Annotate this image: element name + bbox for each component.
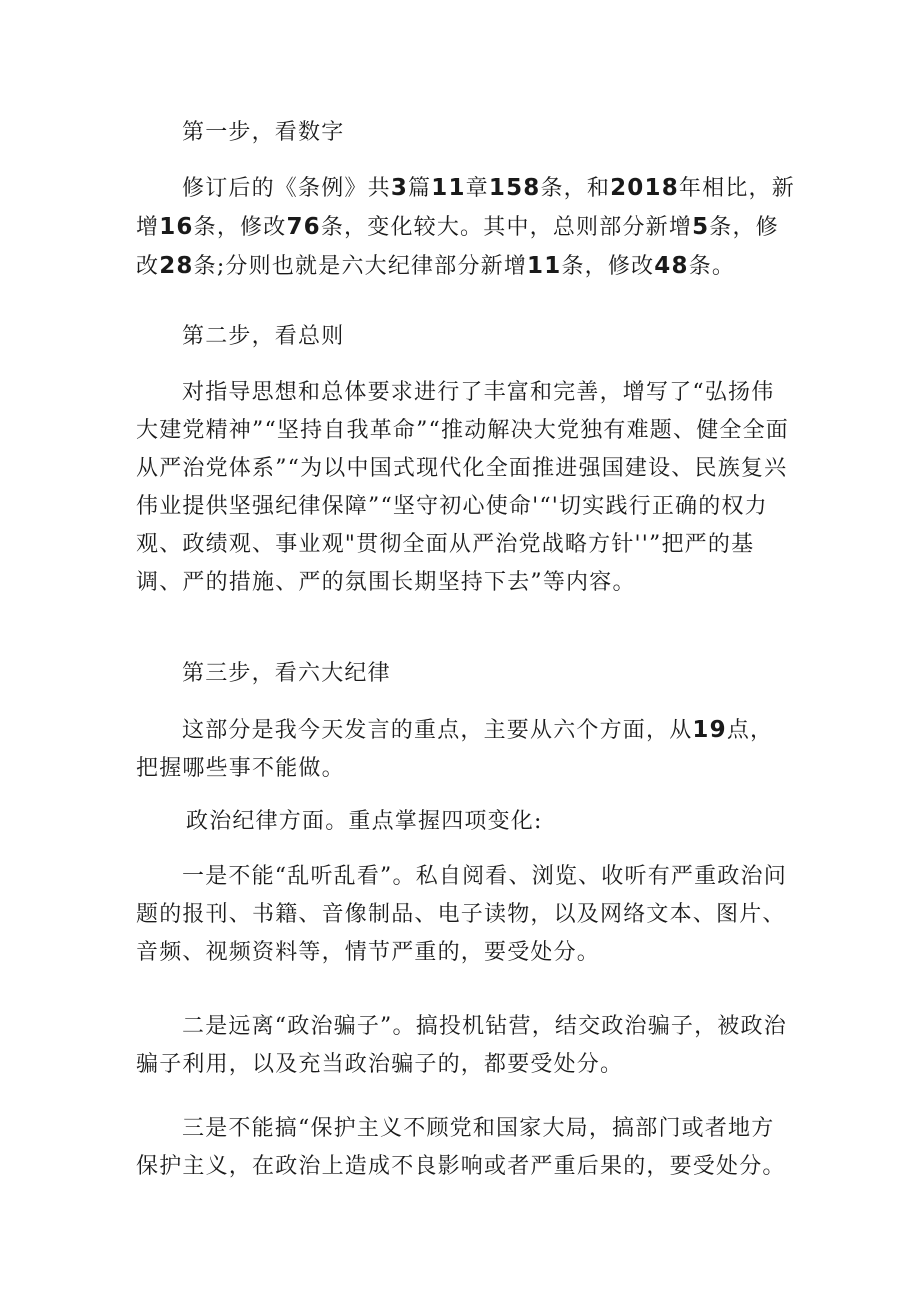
number-emphasis: 76 <box>286 214 321 240</box>
number-emphasis: 16 <box>159 214 194 240</box>
step3-body: 这部分是我今天发言的重点，主要从六个方面，从19点，把握哪些事不能做。 <box>136 717 774 781</box>
step2-body: 对指导思想和总体要求进行了丰富和完善，增写了“弘扬伟大建党精神”“坚持自我革命”“推动解决大党独有难题、健全全面从严治党体系”“为以中国式现代化全面推进强国建设、民族复兴伟业提供坚强纪律保障”“坚守初心使命'“'切实践行正确的权力观、政绩观、事业观"贯彻全面从严治党战略方针''”把严的基调、严的措施、严的氛围长期坚持下去”等内容。 <box>136 380 789 595</box>
step3-heading: 第三步，看六大纪律 <box>182 661 391 686</box>
number-emphasis: 11 <box>431 175 466 201</box>
step1-body: 修订后的《条例》共3篇11章158条，和2018年相比，新增16条，修改76条，变化较大。其中，总则部分新增5条，修改28条;分则也就是六大纪律部分新增11条，修改48条。 <box>136 175 795 279</box>
number-emphasis: 28 <box>159 253 194 279</box>
number-emphasis: 3 <box>390 175 409 201</box>
political-discipline-heading: 政治纪律方面。重点掌握四项变化: <box>186 809 543 834</box>
step2-heading: 第二步，看总则 <box>182 324 345 349</box>
number-emphasis: 158 <box>488 175 541 201</box>
political-item-1: 一是不能“乱听乱看”。私自阅看、浏览、收听有严重政治问题的报刊、书籍、音像制品、电子读物，以及网络文本、图片、音频、视频资料等，情节严重的，要受处分。 <box>136 864 787 965</box>
number-emphasis: 11 <box>527 253 562 279</box>
step1-heading: 第一步，看数字 <box>182 120 345 145</box>
political-item-2: 二是远离“政治骗子”。搞投机钻营，结交政治骗子，被政治骗子利用，以及充当政治骗子的，都要受处分。 <box>136 1014 787 1077</box>
number-emphasis: 19 <box>692 717 727 743</box>
number-emphasis: 48 <box>654 253 689 279</box>
political-item-3: 三是不能搞“保护主义不顾党和国家大局，搞部门或者地方保护主义，在政治上造成不良影响或者严重后果的，要受处分。 <box>136 1116 786 1179</box>
number-emphasis: 5 <box>692 214 710 240</box>
number-emphasis: 2018 <box>610 175 679 201</box>
